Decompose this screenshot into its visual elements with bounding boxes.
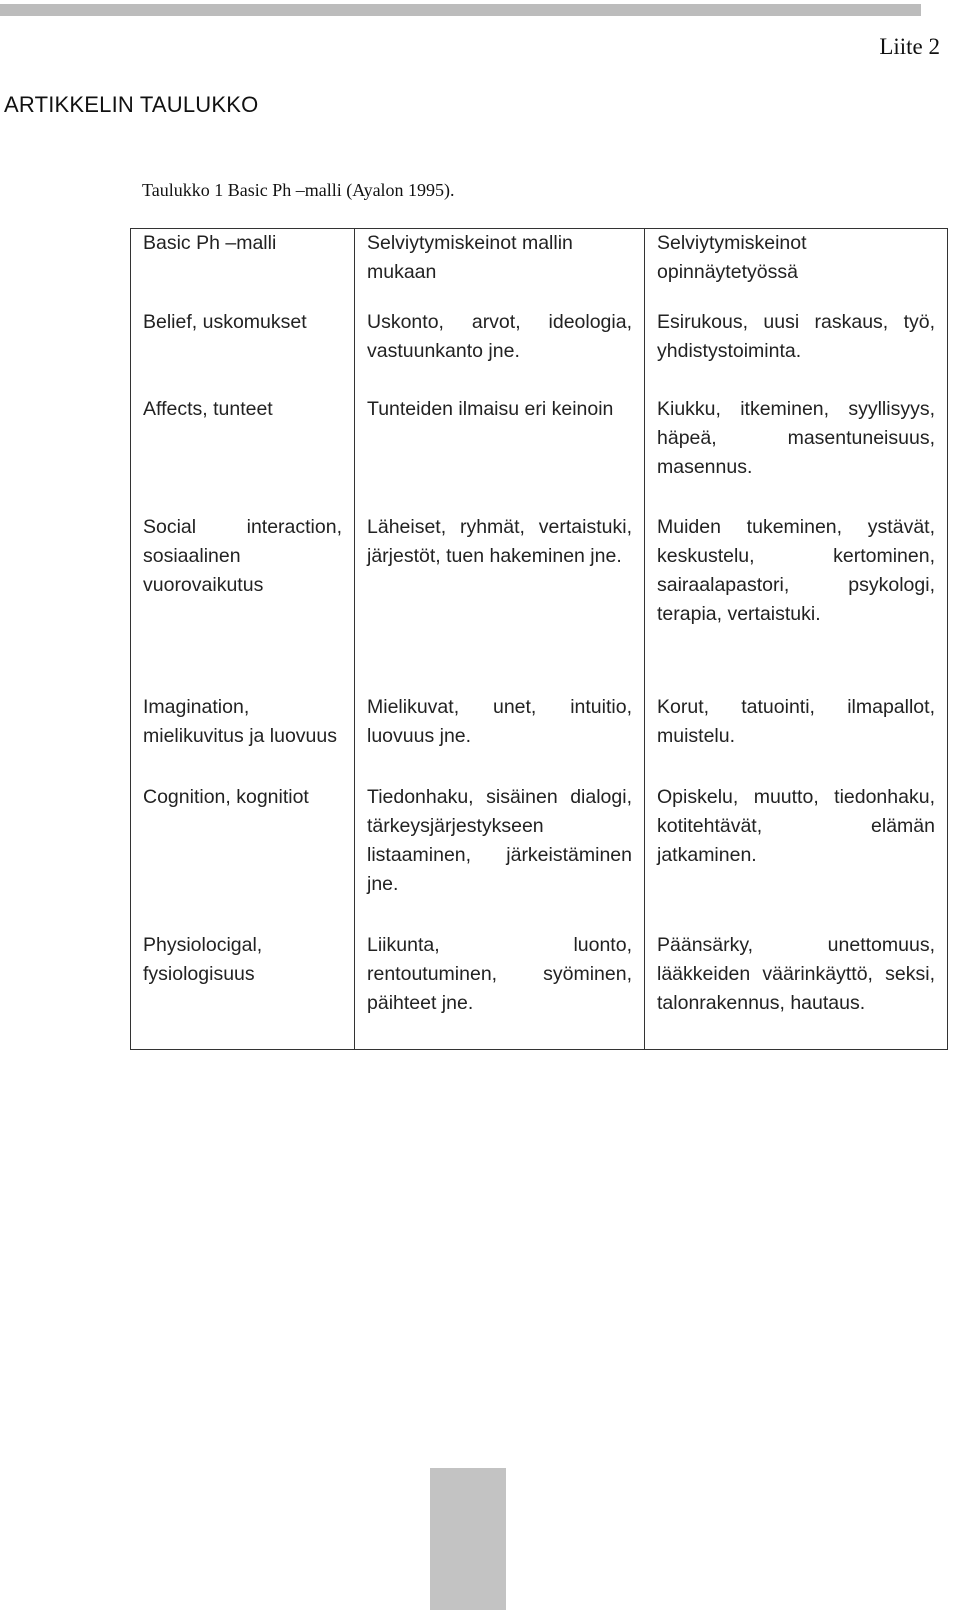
table-row bbox=[131, 931, 948, 1050]
header-cell-thesis-coping: Selviytymiskeinot opinnäytetyössä bbox=[645, 229, 948, 308]
row-thesis-coping: Kiukku, itkeminen, syyllisyys, häpeä, masentuneisuus, masennus. bbox=[645, 395, 948, 513]
document-title: ARTIKKELIN TAULUKKO bbox=[4, 92, 259, 117]
table-row bbox=[131, 693, 948, 783]
row-category: Affects, tunteet bbox=[131, 395, 355, 513]
basic-ph-table bbox=[130, 228, 948, 1050]
row-category: Social interaction, sosiaalinen vuorovaikutus bbox=[131, 513, 355, 693]
table-row bbox=[131, 513, 948, 693]
row-thesis-coping: Päänsärky, unettomuus, lääkkeiden väärinkäyttö, seksi, talonrakennus, hautaus. bbox=[645, 931, 948, 1050]
row-model-coping: Liikunta, luonto, rentoutuminen, syöminen, päihteet jne. bbox=[355, 931, 645, 1050]
row-model-coping: Läheiset, ryhmät, vertaistuki, järjestöt, tuen hakeminen jne. bbox=[355, 513, 645, 693]
table-caption: Taulukko 1 Basic Ph –malli (Ayalon 1995). bbox=[142, 180, 455, 200]
row-model-coping: Tunteiden ilmaisu eri keinoin bbox=[355, 395, 645, 513]
appendix-label: Liite 2 bbox=[879, 34, 940, 59]
row-thesis-coping: Korut, tatuointi, ilmapallot, muistelu. bbox=[645, 693, 948, 783]
top-bar bbox=[0, 4, 921, 16]
row-model-coping: Tiedonhaku, sisäinen dialogi, tärkeysjärjestykseen listaaminen, järkeistäminen jne. bbox=[355, 783, 645, 931]
row-thesis-coping: Esirukous, uusi raskaus, työ, yhdistystoiminta. bbox=[645, 308, 948, 395]
table-row bbox=[131, 308, 948, 395]
row-model-coping: Uskonto, arvot, ideologia, vastuunkanto jne. bbox=[355, 308, 645, 395]
row-category: Belief, uskomukset bbox=[131, 308, 355, 395]
header-cell-model-coping: Selviytymiskeinot mallin mukaan bbox=[355, 229, 645, 308]
table-header-row bbox=[131, 229, 948, 308]
footer-block bbox=[430, 1468, 506, 1610]
header-cell-model: Basic Ph –malli bbox=[131, 229, 355, 308]
row-category: Cognition, kognitiot bbox=[131, 783, 355, 931]
row-thesis-coping: Muiden tukeminen, ystävät, keskustelu, kertominen, sairaalapastori, psykologi, terapia, vertaistuki. bbox=[645, 513, 948, 693]
row-thesis-coping: Opiskelu, muutto, tiedonhaku, kotitehtävät, elämän jatkaminen. bbox=[645, 783, 948, 931]
row-model-coping: Mielikuvat, unet, intuitio, luovuus jne. bbox=[355, 693, 645, 783]
row-category: Imagination, mielikuvitus ja luovuus bbox=[131, 693, 355, 783]
table-row bbox=[131, 395, 948, 513]
row-category: Physiolocigal, fysiologisuus bbox=[131, 931, 355, 1050]
table-row bbox=[131, 783, 948, 931]
